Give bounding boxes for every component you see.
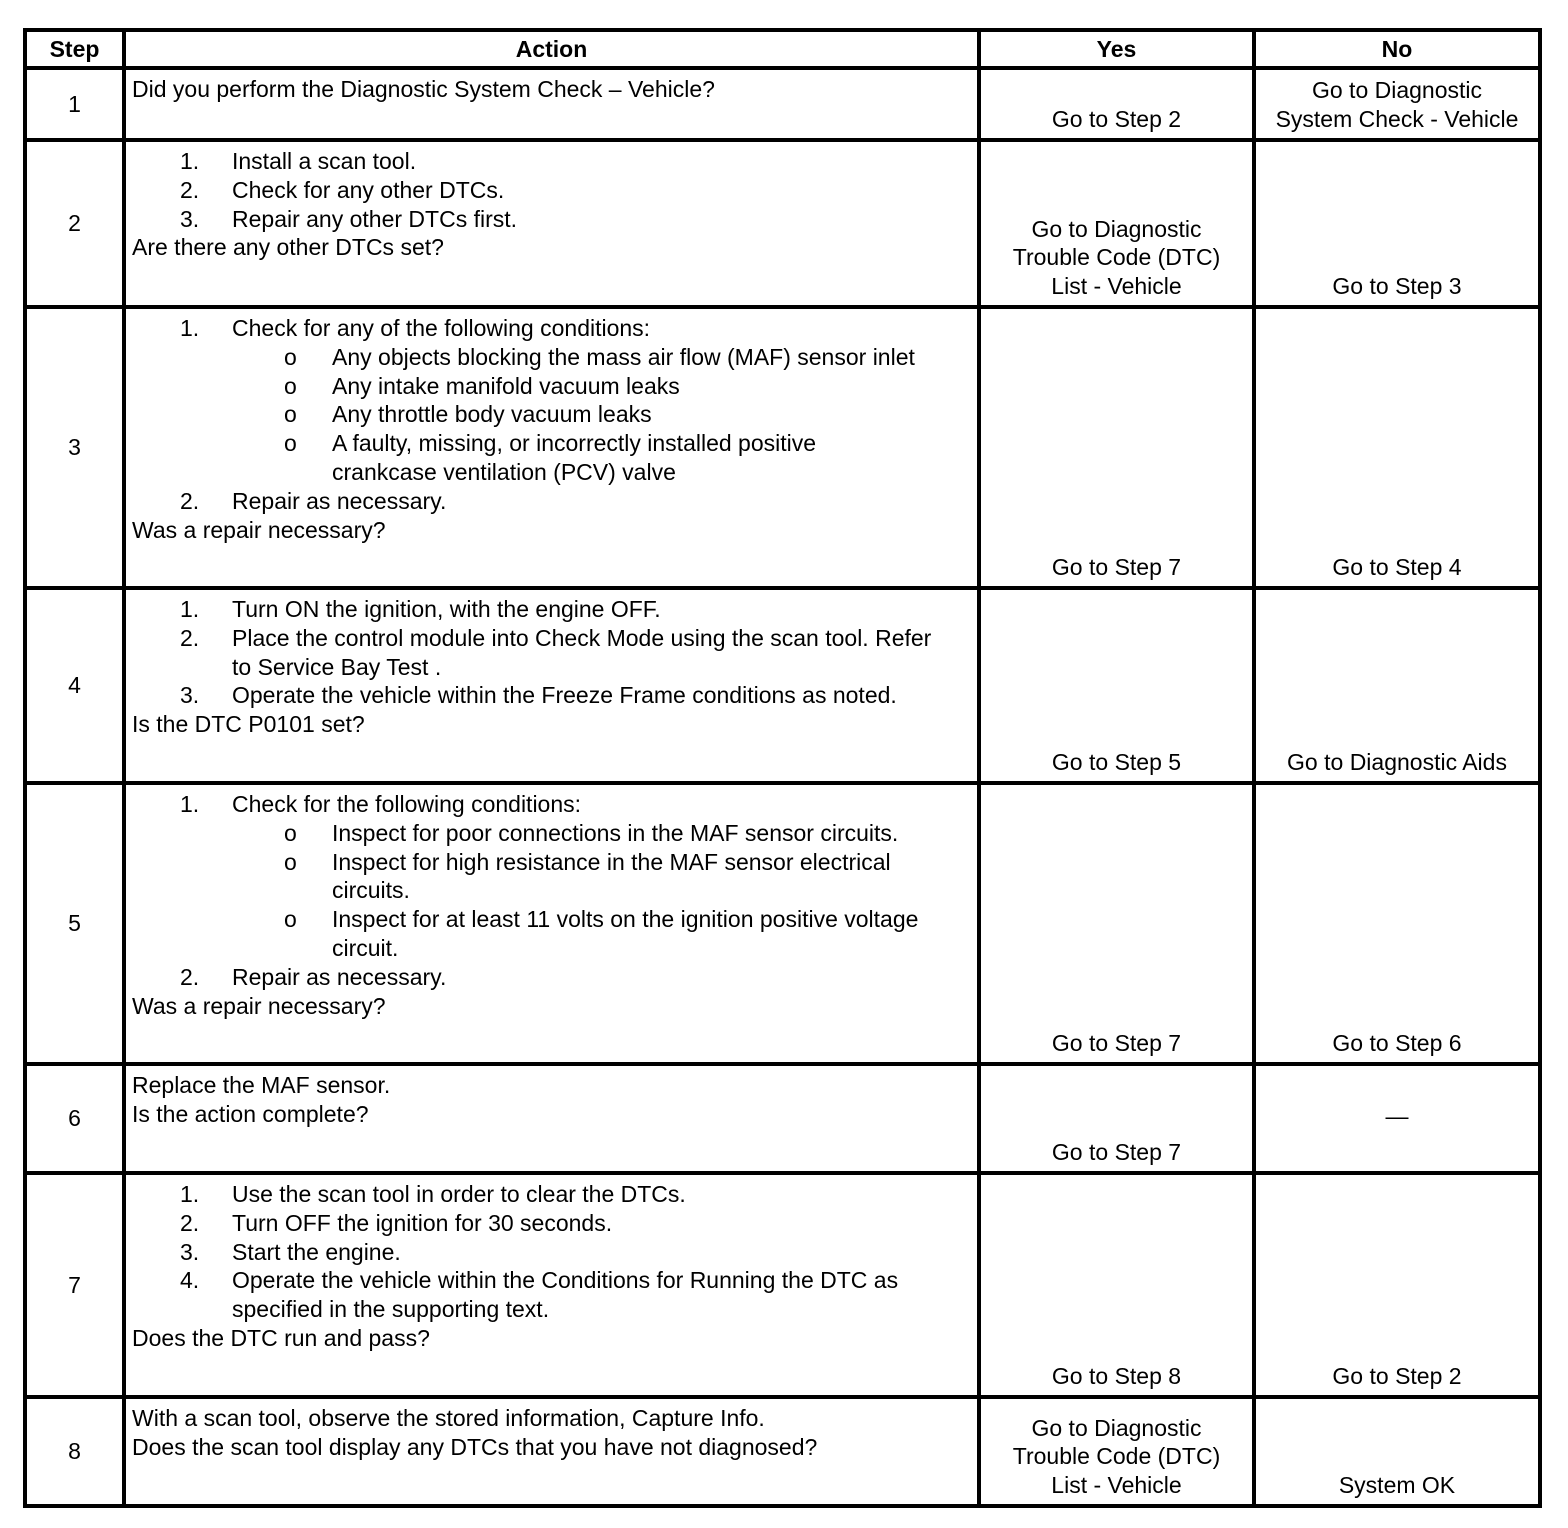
action-cell [124, 307, 979, 588]
no-text: Go to Diagnostic Aids [1287, 749, 1507, 776]
table-row [25, 307, 1540, 588]
sub-list-item: o Any throttle body vacuum leaks [284, 401, 652, 428]
yes-text: Go to Step 7 [1051, 1139, 1182, 1166]
yes-text: List - Vehicle [1051, 1472, 1182, 1499]
action-cell [124, 588, 979, 783]
yes-text: Go to Step 2 [1051, 106, 1182, 133]
action-list [132, 314, 971, 516]
yes-text: List - Vehicle [1051, 273, 1182, 300]
step-number: 5 [25, 783, 124, 1064]
yes-text: Go to Step 5 [1051, 749, 1182, 776]
list-item: 2. Repair as necessary. [180, 963, 447, 990]
sub-list-item: o Inspect for at least 11 volts on the ignition positive voltage circuit. [284, 906, 919, 961]
list-item: 1. Use the scan tool in order to clear the DTCs. [180, 1181, 686, 1207]
no-cell [1254, 1397, 1540, 1506]
list-item: 3. Repair any other DTCs first. [180, 205, 518, 232]
table-row [25, 68, 1540, 140]
action-cell [124, 783, 979, 1064]
action-text: Did you perform the Diagnostic System Check – Vehicle? [132, 76, 715, 102]
step-number: 8 [25, 1397, 124, 1506]
yes-text: Go to Diagnostic [1031, 1414, 1202, 1441]
list-item: 2. Check for any other DTCs. [180, 176, 505, 203]
no-text: System Check - Vehicle [1275, 106, 1519, 133]
no-cell [1254, 588, 1540, 783]
list-item: 1. Turn ON the ignition, with the engine OFF. [180, 596, 661, 622]
yes-text: Go to Step 7 [1051, 1030, 1182, 1057]
action-question: Was a repair necessary? [132, 992, 386, 1019]
step-number: 4 [25, 588, 124, 783]
sub-list-item: o A faulty, missing, or incorrectly installed positive crankcase ventilation (PCV) valve [284, 430, 817, 485]
no-cell [1254, 783, 1540, 1064]
list-item: 4. Operate the vehicle within the Conditions for Running the DTC as specified in the supporting text. [180, 1267, 899, 1323]
list-item: 1. Check for the following conditions: o Inspect for poor connections in the MAF sensor circuits. o Inspect for high resistance in the MAF sensor electrical circuits. o Inspect for at least 11 volts on the ignition positive voltage circuit. [132, 790, 971, 963]
yes-cell [979, 783, 1254, 1064]
action-list [132, 790, 971, 992]
action-text: Replace the MAF sensor. [132, 1072, 391, 1098]
step-number: 6 [25, 1064, 124, 1173]
header-row [25, 30, 1540, 68]
yes-cell [979, 307, 1254, 588]
no-text: Go to Step 2 [1332, 1363, 1462, 1390]
step-number: 2 [25, 140, 124, 307]
action-text: With a scan tool, observe the stored information, Capture Info. [132, 1405, 765, 1431]
table-row [25, 783, 1540, 1064]
action-cell [124, 140, 979, 307]
action-question: Are there any other DTCs set? [132, 234, 444, 261]
action-list [132, 1180, 971, 1324]
list-item: 2. Repair as necessary. [180, 487, 447, 514]
no-text: Go to Step 4 [1332, 554, 1462, 581]
sub-list [232, 343, 971, 487]
action-question: Does the DTC run and pass? [132, 1324, 430, 1351]
header-action: Action [124, 30, 979, 68]
no-text: Go to Step 3 [1332, 273, 1462, 300]
table-row [25, 1173, 1540, 1397]
step-number: 1 [25, 68, 124, 140]
no-cell [1254, 1173, 1540, 1397]
yes-cell [979, 1064, 1254, 1173]
action-cell [124, 1064, 979, 1173]
yes-text: Go to Step 7 [1051, 554, 1182, 581]
list-item: 1. Install a scan tool. [180, 148, 417, 174]
action-question: Was a repair necessary? [132, 516, 386, 543]
table-row [25, 1064, 1540, 1173]
action-question: Is the action complete? [132, 1100, 369, 1127]
no-text: Go to Step 6 [1332, 1030, 1462, 1057]
yes-text: Go to Step 8 [1051, 1363, 1182, 1390]
header-yes: Yes [979, 30, 1254, 68]
list-item: 2. Place the control module into Check Mode using the scan tool. Refer to Service Bay Test . [180, 624, 932, 680]
step-number: 3 [25, 307, 124, 588]
table-row [25, 588, 1540, 783]
yes-text: Go to Diagnostic [1031, 215, 1202, 242]
yes-cell [979, 68, 1254, 140]
list-item: 3. Start the engine. [180, 1238, 401, 1265]
yes-cell [979, 1173, 1254, 1397]
sub-list-item: o Inspect for poor connections in the MAF sensor circuits. [284, 819, 899, 846]
no-cell [1254, 140, 1540, 307]
yes-text: Trouble Code (DTC) [1012, 244, 1221, 271]
no-cell [1254, 68, 1540, 140]
no-text: System OK [1338, 1472, 1456, 1499]
action-cell [124, 1173, 979, 1397]
header-no: No [1254, 30, 1540, 68]
table-row [25, 1397, 1540, 1506]
yes-cell [979, 140, 1254, 307]
yes-text: Trouble Code (DTC) [1012, 1443, 1221, 1470]
diagnostic-table [23, 28, 1542, 1508]
no-text: — [1385, 1103, 1409, 1130]
list-item: 2. Turn OFF the ignition for 30 seconds. [180, 1209, 613, 1236]
list-item: 3. Operate the vehicle within the Freeze Frame conditions as noted. [180, 682, 897, 709]
action-cell [124, 1397, 979, 1506]
action-cell [124, 68, 979, 140]
no-text: Go to Diagnostic [1311, 77, 1483, 104]
sub-list-item: o Any objects blocking the mass air flow (MAF) sensor inlet [284, 343, 915, 370]
yes-cell [979, 1397, 1254, 1506]
action-question: Is the DTC P0101 set? [132, 711, 365, 738]
table-row [25, 140, 1540, 307]
action-list [132, 147, 971, 233]
list-item: 1. Check for any of the following conditions: o Any objects blocking the mass air flow (MAF) sensor inlet o Any intake manifold vacuum leaks o Any throttle body vacuum leaks o A faulty, missing, or incorrectly installed positive crankcase ventilation (PCV) valve [132, 314, 971, 487]
header-step: Step [25, 30, 124, 68]
sub-list-item: o Any intake manifold vacuum leaks [284, 372, 680, 399]
sub-list-item: o Inspect for high resistance in the MAF sensor electrical circuits. [284, 848, 891, 904]
step-number: 7 [25, 1173, 124, 1397]
yes-cell [979, 588, 1254, 783]
no-cell [1254, 307, 1540, 588]
no-cell [1254, 1064, 1540, 1173]
sub-list [232, 819, 971, 963]
action-list [132, 595, 971, 710]
action-question: Does the scan tool display any DTCs that you have not diagnosed? [132, 1433, 818, 1460]
